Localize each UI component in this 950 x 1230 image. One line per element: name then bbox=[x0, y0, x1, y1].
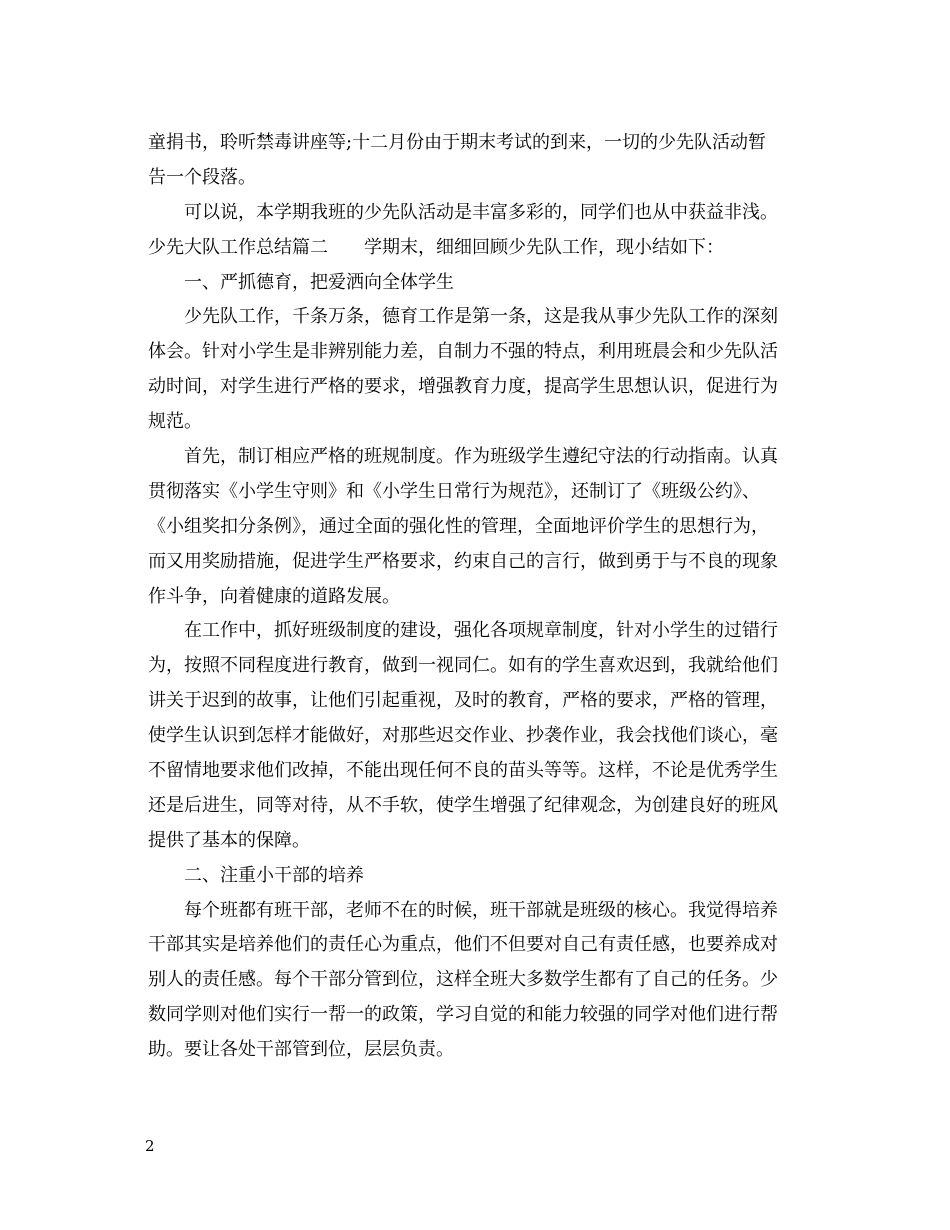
document-body bbox=[148, 126, 802, 1068]
text-line: 动时间，对学生进行严格的要求，增强教育力度，提高学生思想认识，促进行为 bbox=[148, 376, 778, 398]
paragraph-start: 可以说，本学期我班的少先队活动是丰富多彩的，同学们也从中获益非浅。 bbox=[184, 201, 778, 223]
paragraph-start: 首先，制订相应严格的班规制度。作为班级学生遵纪守法的行动指南。认真 bbox=[184, 446, 778, 468]
section-title-line: 少先大队工作总结篇二 学期末，细细回顾少先队工作，现小结如下： bbox=[148, 236, 724, 258]
section-heading: 二、注重小干部的培养 bbox=[184, 864, 364, 886]
text-line: 干部其实是培养他们的责任心为重点，他们不但要对自己有责任感，也要养成对 bbox=[148, 934, 778, 956]
text-line: 告一个段落。 bbox=[148, 166, 256, 188]
paragraph-start: 少先队工作，千条万条，德育工作是第一条，这是我从事少先队工作的深刻 bbox=[184, 306, 778, 328]
page-number: 2 bbox=[145, 1137, 155, 1155]
text-line: 讲关于迟到的故事，让他们引起重视，及时的教育，严格的要求，严格的管理， bbox=[148, 690, 778, 712]
text-line: 助。要让各处干部管到位，层层负责。 bbox=[148, 1039, 454, 1061]
text-line: 使学生认识到怎样才能做好，对那些迟交作业、抄袭作业，我会找他们谈心，毫 bbox=[148, 725, 778, 747]
paragraph-start: 每个班都有班干部，老师不在的时候，班干部就是班级的核心。我觉得培养 bbox=[184, 899, 778, 921]
text-line: 《小组奖扣分条例》，通过全面的强化性的管理，全面地评价学生的思想行为， bbox=[148, 515, 769, 537]
text-line: 别人的责任感。每个干部分管到位，这样全班大多数学生都有了自己的任务。少 bbox=[148, 969, 778, 991]
text-line: 数同学则对他们实行一帮一的政策，学习自觉的和能力较强的同学对他们进行帮 bbox=[148, 1004, 778, 1026]
text-line: 作斗争，向着健康的道路发展。 bbox=[148, 585, 400, 607]
paragraph-start: 在工作中，抓好班级制度的建设，强化各项规章制度，针对小学生的过错行 bbox=[184, 620, 778, 642]
text-line: 体会。针对小学生是非辨别能力差，自制力不强的特点，利用班晨会和少先队活 bbox=[148, 341, 778, 363]
section-heading: 一、严抓德育，把爱洒向全体学生 bbox=[184, 271, 454, 293]
text-line: 不留情地要求他们改掉，不能出现任何不良的苗头等等。这样，不论是优秀学生 bbox=[148, 760, 778, 782]
text-line: 为，按照不同程度进行教育，做到一视同仁。如有的学生喜欢迟到，我就给他们 bbox=[148, 655, 778, 677]
text-line: 童捐书，聆听禁毒讲座等;十二月份由于期末考试的到来，一切的少先队活动暂 bbox=[148, 132, 767, 153]
text-line: 而又用奖励措施，促进学生严格要求，约束自己的言行，做到勇于与不良的现象 bbox=[148, 550, 778, 572]
text-line: 提供了基本的保障。 bbox=[148, 829, 310, 851]
text-line: 贯彻落实《小学生守则》和《小学生日常行为规范》，还制订了《班级公约》、 bbox=[148, 480, 760, 502]
text-line: 规范。 bbox=[148, 411, 202, 433]
text-line: 还是后进生，同等对待，从不手软，使学生增强了纪律观念，为创建良好的班风 bbox=[148, 794, 778, 816]
